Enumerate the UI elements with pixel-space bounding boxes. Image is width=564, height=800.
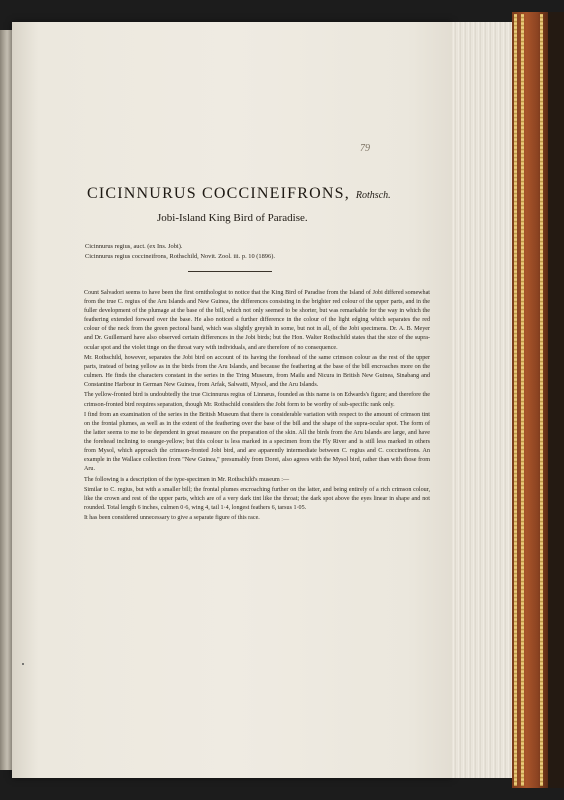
paragraph: It has been considered unnecessary to give a separate figure of this race.: [84, 515, 260, 522]
board-edge: [548, 12, 564, 788]
paragraph: The yellow-fronted bird is undoubtedly the true Cicinnurus regius of Linnæus, founded as this name is on Edwards's figure; and therefore the crimson-fronted bird requires separation, though Mr. Rothschild considers the Jobi form to be worthy of sub-specific rank only.: [84, 392, 430, 408]
divider: [188, 271, 272, 272]
species-name: CICINNURUS COCCINEIFRONS,: [87, 185, 350, 202]
folio-number: 79: [360, 143, 370, 154]
previous-page-edge: [0, 30, 12, 770]
common-name: Jobi-Island King Bird of Paradise.: [157, 212, 308, 224]
synonym-line: Cicinnurus regius, auct. (ex Ins. Jobi).: [85, 243, 183, 250]
synonym-line: Cicinnurus regius coccineifrons, Rothschild, Novit. Zool. iii. p. 10 (1896).: [85, 253, 275, 260]
page-edges: [452, 22, 512, 778]
paragraph: Similar to C. regius, but with a smaller bill; the frontal plumes encroaching further on the latter, and being entirely of a rich crimson colour, like the crown and rest of the upper parts, which are of a very dark tint like the throat; the dark spot above the eyes linear in shape and not rounded. Total length 6 inches, culmen 0·6, wing 4, tail 1·4, longest feathers 6, tarsus 1·05.: [84, 486, 430, 512]
paragraph: The following is a description of the type-specimen in Mr. Rothschild's museum :—: [84, 476, 290, 483]
body-text: [84, 289, 430, 525]
paragraph: Count Salvadori seems to have been the first ornithologist to notice that the King Bird of Paradise from the Island of Jobi differed somewhat from the true C. regius of the Aru Islands and New Guinea, the differences consisting in the brighter red colour of the upper parts, and in the fuller development of the plumage at the base of the bill, which not only seemed to be shorter, but was remarkable for the way in which the feathering extended forward over the base. He also noticed a further difference in the colour of the light edging which separates the red colour of the neck from the green pectoral band, which was slightly greyish in some, but not in all, of the Jobi specimens. Dr. A. B. Meyer and Dr. Guillemard have also observed certain differences in the Jobi birds; but the Hon. Walter Rothschild states that the size of the supra-ocular spot and the violet tinge on the throat vary with individuals, and are therefore of no consequence.: [84, 290, 430, 351]
species-author: Rothsch.: [355, 190, 391, 201]
page-title: [87, 185, 391, 203]
paragraph: Mr. Rothschild, however, separates the Jobi bird on account of its having the forehead of the same crimson colour as the rest of the upper parts, instead of being yellow as in the birds from the Aru Islands, and because the feathering at the base of the bill encroaches more on the culmen. He finds the characters constant in the series in the Tring Museum, from Mailu and Nicura in British New Guinea, Sinabang and Constantine Harbour in German New Guinea, from Arfak, Salwatti, Mysol, and the Aru Islands.: [84, 354, 430, 389]
page-mark: [22, 663, 24, 665]
paragraph: I find from an examination of the series in the British Museum that there is considerable variation with respect to the amount of crimson tint on the frontal plumes, as well as in the extent of the feathering over the base of the bill and the shape of the supra-ocular spot. The form of the latter seems to me to be dependent in great measure on the preparation of the skin. All the birds from the Aru Islands are large, and have the forehead inclining to orange-yellow; but this colour is less marked in a specimen from the Fly River and is still less marked in others from Mysol, which approach the crimson-fronted Jobi bird, and are apparently intermediate between C. regius and C. coccineifrons. An example in the Wallace collection from "New Guinea," presumably from Dorei, also agrees with the Mysol bird, rather than with those from Aru.: [84, 411, 430, 473]
synonymy: [85, 242, 275, 262]
gilt-border: [514, 14, 517, 786]
gilt-border: [521, 14, 524, 786]
gilt-border: [540, 14, 543, 786]
